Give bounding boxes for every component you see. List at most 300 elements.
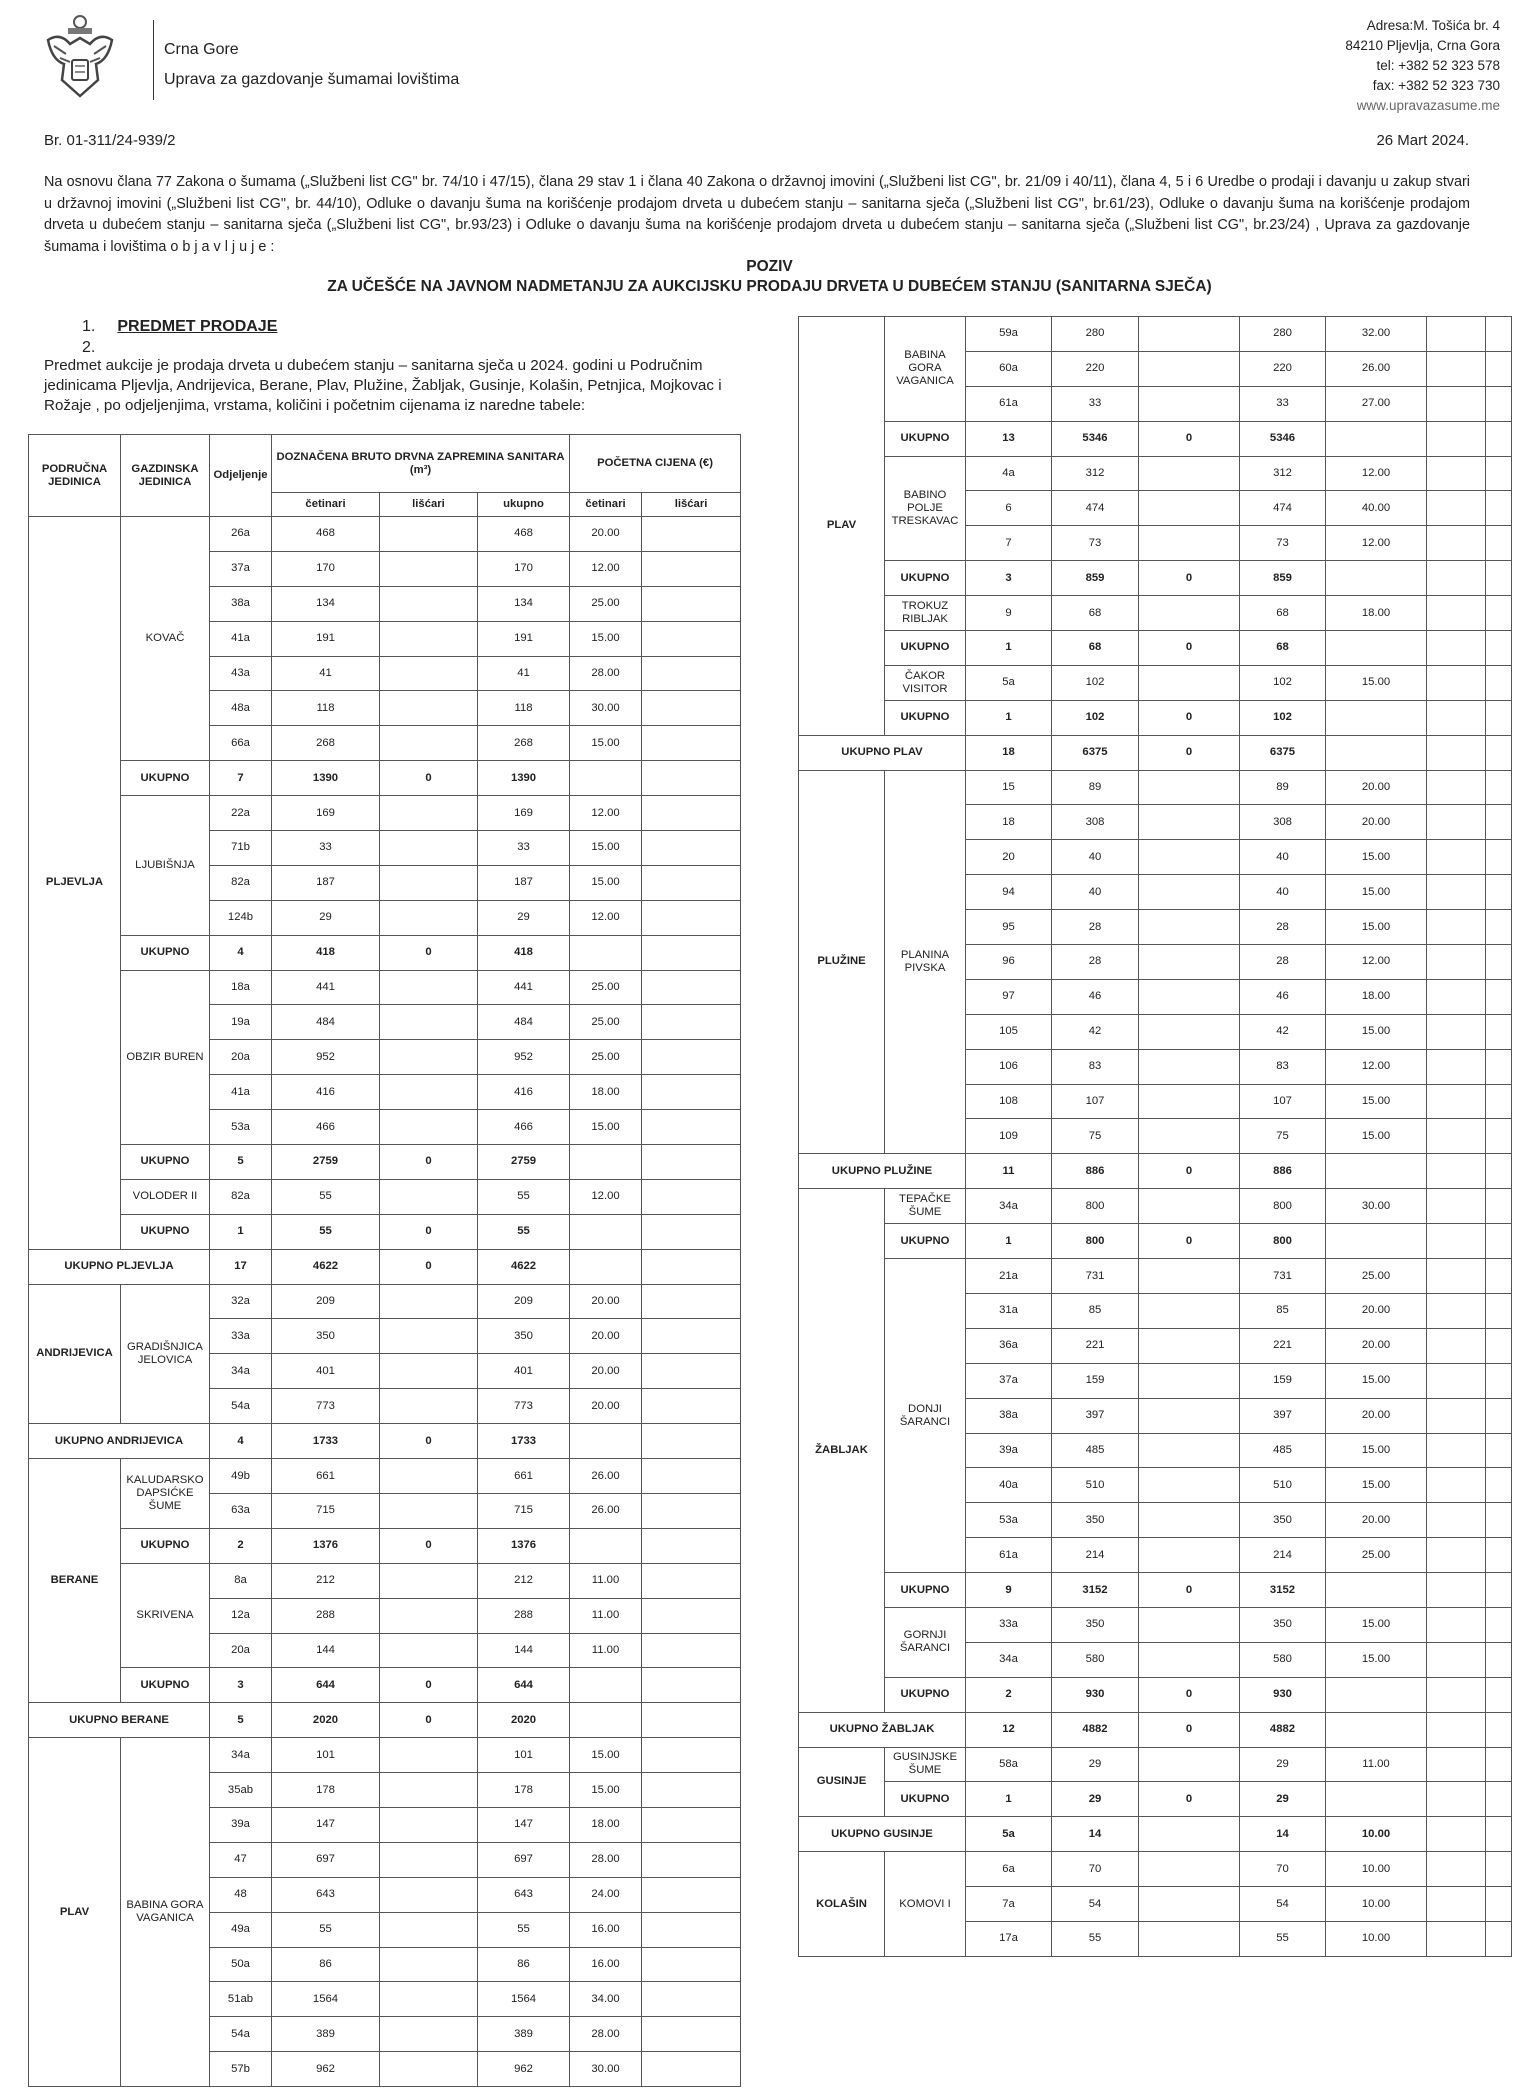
cell-value: 221 [1240,1328,1326,1363]
cell-empty [1486,596,1512,631]
cell-empty [1486,1433,1512,1468]
cell-value: 29 [1240,1747,1326,1782]
cell-subtotal-label: UKUPNO [885,1677,966,1712]
cell-value: 418 [272,935,380,970]
cell-value: 308 [1052,805,1139,840]
cell-value: 2020 [272,1703,380,1738]
cell-value [380,1005,478,1040]
cell-value: 28 [1052,910,1139,945]
cell-empty [642,761,741,796]
cell-value [570,1249,642,1284]
cell-value: 4a [966,456,1052,491]
cell-value: 952 [478,1040,570,1075]
cell-value: 25.00 [1326,1538,1427,1573]
cell-pj: GUSINJE [799,1747,885,1817]
cell-value: 54 [1052,1887,1139,1922]
cell-empty [1486,770,1512,805]
cell-empty [642,1493,741,1528]
table-row [799,1677,1512,1712]
cell-value: 8a [210,1563,272,1598]
cell-value: 34a [966,1189,1052,1224]
cell-empty [1427,526,1486,561]
table-row [799,1712,1512,1747]
cell-value [1139,1014,1240,1049]
cell-value: 0 [1139,1573,1240,1608]
cell-empty [1486,317,1512,352]
cell-value: 661 [478,1459,570,1494]
cell-value [380,726,478,761]
cell-value: 4622 [272,1249,380,1284]
cell-empty [642,1319,741,1354]
cell-empty [1486,526,1512,561]
cell-empty [1427,1014,1486,1049]
cell-value [380,1389,478,1424]
cell-empty [1486,1607,1512,1642]
cell-value: 55 [478,1912,570,1947]
cell-value [570,1145,642,1180]
cell-value: 800 [1052,1189,1139,1224]
cell-value: 41a [210,1075,272,1110]
cell-value: 11 [966,1154,1052,1189]
cell-value [380,1598,478,1633]
cell-gj: PLANINA PIVSKA [885,770,966,1154]
cell-value [380,1807,478,1842]
table-row [29,1563,741,1598]
table-row [799,665,1512,700]
cell-value: 187 [272,865,380,900]
cell-empty [1486,421,1512,456]
table-row [799,1154,1512,1189]
cell-empty [1427,1712,1486,1747]
cell-value: 10.00 [1326,1921,1427,1956]
cell-value: 441 [272,970,380,1005]
cell-value: 268 [478,726,570,761]
cell-value: 20.00 [570,1389,642,1424]
cell-value: 5a [966,1817,1052,1852]
cell-value: 0 [1139,1154,1240,1189]
cell-value: 468 [272,517,380,552]
cell-value: 41a [210,621,272,656]
cell-value: 25.00 [570,1005,642,1040]
cell-value: 0 [1139,631,1240,666]
cell-value: 474 [1052,491,1139,526]
cell-value: 15.00 [1326,1607,1427,1642]
cell-empty [642,1075,741,1110]
table-row [799,1817,1512,1852]
cell-value: 57b [210,2052,272,2087]
cell-empty [642,1354,741,1389]
cell-empty [1486,1782,1512,1817]
cell-empty [642,1842,741,1877]
cell-empty [642,656,741,691]
cell-empty [642,1982,741,2017]
cell-value: 26.00 [1326,351,1427,386]
cell-value: 54a [210,2017,272,2052]
cell-value: 48a [210,691,272,726]
cell-value: 17a [966,1921,1052,1956]
header-price: POČETNA CIJENA (€) [570,435,741,493]
cell-value [1139,1189,1240,1224]
cell-empty [642,586,741,621]
cell-value: 5 [210,1145,272,1180]
cell-value: 41 [272,656,380,691]
cell-value: 221 [1052,1328,1139,1363]
cell-value [1139,665,1240,700]
cell-value [380,1877,478,1912]
cell-value: 28.00 [570,1842,642,1877]
cell-empty [642,1912,741,1947]
cell-empty [1486,1224,1512,1259]
address-tel: tel: +382 52 323 578 [1376,58,1500,73]
cell-value: 25.00 [570,970,642,1005]
cell-value [1326,421,1427,456]
cell-value [1139,840,1240,875]
cell-value: 0 [1139,1712,1240,1747]
cell-pj: PLAV [799,317,885,736]
cell-value: 73 [1240,526,1326,561]
header-price-cetinari: četinari [570,493,642,517]
cell-value: 39a [966,1433,1052,1468]
cell-gj: ČAKOR VISITOR [885,665,966,700]
cell-empty [1486,1014,1512,1049]
cell-value [1139,1293,1240,1328]
cell-value [1326,1154,1427,1189]
cell-empty [642,1284,741,1319]
table-row [29,1145,741,1180]
cell-empty [1486,910,1512,945]
cell-value: 68 [1240,596,1326,631]
cell-value: 0 [1139,735,1240,770]
cell-subtotal-label: UKUPNO [885,700,966,735]
cell-empty [1486,1921,1512,1956]
cell-value: 68 [1240,631,1326,666]
cell-value [380,551,478,586]
cell-value: 644 [478,1668,570,1703]
cell-value: 18a [210,970,272,1005]
header-divider [153,20,154,100]
cell-empty [642,551,741,586]
cell-empty [642,1249,741,1284]
cell-value: 28.00 [570,656,642,691]
cell-value: 1564 [478,1982,570,2017]
cell-empty [642,1214,741,1249]
cell-value: 63a [210,1493,272,1528]
cell-value [1139,1398,1240,1433]
cell-empty [1427,665,1486,700]
cell-value: 859 [1240,561,1326,596]
cell-empty [642,865,741,900]
cell-value: 109 [966,1119,1052,1154]
cell-value: 214 [1052,1538,1139,1573]
cell-value: 40a [966,1468,1052,1503]
cell-value: 10.00 [1326,1887,1427,1922]
cell-empty [642,1040,741,1075]
section-1-heading: PREDMET PRODAJE [117,318,278,335]
cell-empty [642,1598,741,1633]
cell-value: 169 [478,796,570,831]
cell-empty [1486,945,1512,980]
cell-value [1139,1887,1240,1922]
cell-value [1326,700,1427,735]
cell-empty [1486,631,1512,666]
cell-empty [1427,1328,1486,1363]
cell-value: 43a [210,656,272,691]
cell-value: 643 [272,1877,380,1912]
cell-value: 29 [1052,1782,1139,1817]
document-date: 26 Mart 2024. [1376,132,1469,149]
cell-value: 1376 [272,1528,380,1563]
cell-value: 29 [478,900,570,935]
cell-value [1139,1852,1240,1887]
cell-value: 350 [1052,1607,1139,1642]
header-pj: PODRUČNA JEDINICA [29,435,121,517]
cell-value: 28 [1240,910,1326,945]
cell-value: 118 [478,691,570,726]
cell-value: 191 [272,621,380,656]
cell-value: 144 [478,1633,570,1668]
cell-value: 1390 [478,761,570,796]
cell-value: 9 [966,1573,1052,1608]
cell-value: 30.00 [570,691,642,726]
cell-value: 39a [210,1807,272,1842]
cell-value: 397 [1052,1398,1139,1433]
header-ukupno: ukupno [478,493,570,517]
table-row [29,1424,741,1459]
cell-value: 71b [210,831,272,866]
cell-value: 33a [966,1607,1052,1642]
cell-value [380,621,478,656]
cell-subtotal-label: UKUPNO [121,935,210,970]
header-volume: DOZNAČENA BRUTO DRVNA ZAPREMINA SANITARA (m³) [272,435,570,493]
cell-value [380,2052,478,2087]
cell-value: 0 [1139,1224,1240,1259]
cell-value: 35ab [210,1773,272,1808]
cell-empty [1486,700,1512,735]
cell-empty [1427,456,1486,491]
cell-value [1139,317,1240,352]
cell-empty [1427,596,1486,631]
cell-value: 20.00 [1326,770,1427,805]
cell-empty [1427,840,1486,875]
cell-value: 12.00 [570,1179,642,1214]
cell-value: 18.00 [1326,596,1427,631]
cell-empty [642,1459,741,1494]
cell-value: 33 [272,831,380,866]
cell-value [380,1075,478,1110]
cell-value: 485 [1240,1433,1326,1468]
cell-value: 4882 [1052,1712,1139,1747]
cell-pj: ŽABLJAK [799,1189,885,1712]
cell-value: 466 [272,1110,380,1145]
cell-empty [1486,1573,1512,1608]
cell-value [1326,1573,1427,1608]
cell-value: 17 [210,1249,272,1284]
cell-value [380,586,478,621]
cell-empty [1486,1747,1512,1782]
cell-value: 212 [272,1563,380,1598]
cell-empty [642,1179,741,1214]
cell-empty [1427,945,1486,980]
cell-value [1139,1259,1240,1294]
cell-value: 12.00 [570,900,642,935]
cell-value: 29 [1052,1747,1139,1782]
cell-value: 1 [966,700,1052,735]
cell-value [1139,596,1240,631]
cell-value: 144 [272,1633,380,1668]
cell-value: 24.00 [570,1877,642,1912]
cell-value: 962 [272,2052,380,2087]
cell-empty [1486,1293,1512,1328]
cell-value [570,935,642,970]
cell-value: 12 [966,1712,1052,1747]
cell-value: 107 [1052,1084,1139,1119]
cell-value: 731 [1240,1259,1326,1294]
cell-value: 20.00 [1326,1398,1427,1433]
cell-value: 20.00 [570,1284,642,1319]
cell-value [1139,1363,1240,1398]
cell-empty [642,2017,741,2052]
cell-value: 2020 [478,1703,570,1738]
cell-value: 20 [966,840,1052,875]
cell-value: 800 [1052,1224,1139,1259]
cell-value: 13 [966,421,1052,456]
table-row [29,761,741,796]
cell-value: 40 [1240,875,1326,910]
cell-empty [1427,1817,1486,1852]
cell-empty [1486,979,1512,1014]
cell-value [380,900,478,935]
cell-value: 28 [1240,945,1326,980]
cell-empty [1486,1503,1512,1538]
table-row [29,796,741,831]
cell-gj: OBZIR BUREN [121,970,210,1144]
cell-value: 20a [210,1040,272,1075]
cell-pj: ANDRIJEVICA [29,1284,121,1424]
cell-empty [642,1877,741,1912]
cell-empty [1486,491,1512,526]
cell-empty [642,1005,741,1040]
cell-value: 15.00 [1326,1084,1427,1119]
cell-empty [1427,770,1486,805]
cell-value: 220 [1052,351,1139,386]
cell-empty [1486,561,1512,596]
cell-value: 22a [210,796,272,831]
cell-empty [1427,1468,1486,1503]
cell-value: 20.00 [570,517,642,552]
cell-empty [1427,351,1486,386]
cell-value: 41 [478,656,570,691]
cell-value: 159 [1240,1363,1326,1398]
cell-value: 85 [1240,1293,1326,1328]
cell-value: 11.00 [570,1598,642,1633]
cell-empty [1486,1154,1512,1189]
cell-value: 20.00 [570,1354,642,1389]
cell-value: 0 [1139,421,1240,456]
cell-empty [1427,1224,1486,1259]
cell-value: 0 [1139,561,1240,596]
cell-value: 4882 [1240,1712,1326,1747]
cell-empty [1486,1049,1512,1084]
cell-value [380,517,478,552]
cell-value: 20.00 [570,1319,642,1354]
cell-value: 308 [1240,805,1326,840]
cell-value: 25.00 [570,586,642,621]
cell-subtotal-label: UKUPNO [885,561,966,596]
cell-value: 30.00 [570,2052,642,2087]
cell-value: 105 [966,1014,1052,1049]
cell-value: 731 [1052,1259,1139,1294]
cell-value [1326,561,1427,596]
cell-value: 4 [210,935,272,970]
cell-subtotal-label: UKUPNO [885,1224,966,1259]
coat-of-arms-icon [40,10,120,100]
table-row [799,1607,1512,1642]
cell-value: 75 [1052,1119,1139,1154]
cell-value [1139,1468,1240,1503]
cell-value: 0 [380,761,478,796]
cell-empty [642,1947,741,1982]
cell-value: 29 [272,900,380,935]
cell-value: 33 [1052,386,1139,421]
cell-value: 350 [478,1319,570,1354]
cell-value: 644 [272,1668,380,1703]
cell-value: 510 [1240,1468,1326,1503]
cell-empty [642,970,741,1005]
cell-value: 20.00 [1326,1503,1427,1538]
cell-value: 33 [1240,386,1326,421]
cell-value: 510 [1052,1468,1139,1503]
cell-value: 19a [210,1005,272,1040]
cell-value [380,691,478,726]
cell-value: 101 [478,1738,570,1773]
cell-value: 94 [966,875,1052,910]
cell-value: 159 [1052,1363,1139,1398]
cell-value: 209 [272,1284,380,1319]
cell-value: 60a [966,351,1052,386]
cell-value: 55 [272,1912,380,1947]
cell-value: 73 [1052,526,1139,561]
cell-value [380,1459,478,1494]
cell-value [380,1842,478,1877]
cell-value: 42 [1052,1014,1139,1049]
cell-value: 800 [1240,1224,1326,1259]
cell-value: 15.00 [1326,1119,1427,1154]
cell-empty [1427,1154,1486,1189]
cell-value: 886 [1052,1154,1139,1189]
cell-value: 118 [272,691,380,726]
section-1 [82,318,277,336]
letterhead [40,10,1500,120]
cell-empty [1427,1573,1486,1608]
table-row [29,1214,741,1249]
cell-value: 1 [210,1214,272,1249]
cell-value: 27.00 [1326,386,1427,421]
address-website: www.upravazasume.me [1356,98,1500,113]
cell-empty [642,726,741,761]
cell-value: 42 [1240,1014,1326,1049]
cell-value: 34a [210,1738,272,1773]
cell-empty [1427,1189,1486,1224]
cell-value: 15 [966,770,1052,805]
cell-value [570,1424,642,1459]
cell-value: 9 [966,596,1052,631]
cell-value: 15.00 [570,726,642,761]
cell-empty [1427,910,1486,945]
cell-value: 47 [210,1842,272,1877]
cell-value: 38a [966,1398,1052,1433]
cell-value: 86 [272,1947,380,1982]
cell-value: 14 [1052,1817,1139,1852]
